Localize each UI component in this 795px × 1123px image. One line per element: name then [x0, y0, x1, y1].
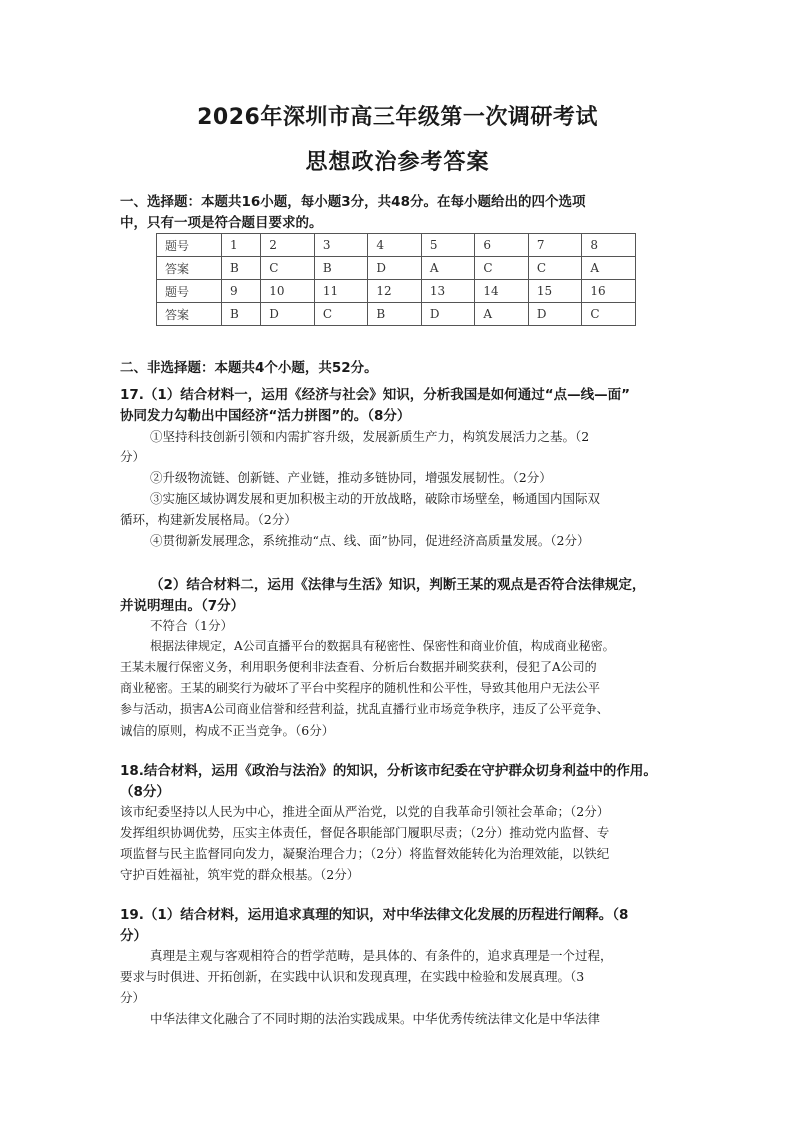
table-cell: B	[222, 257, 261, 280]
table-cell: B	[222, 303, 261, 326]
q17-2-title: （2）结合材料二，运用《法律与生活》知识，判断王某的观点是否符合法律规定，	[150, 577, 646, 593]
table-cell: 14	[475, 280, 529, 303]
q18-title-cont: （8分）	[120, 784, 170, 800]
q18-title: 18.结合材料，运用《政治与法治》的知识，分析该市纪委在守护群众切身利益中的作用。	[120, 763, 657, 779]
table-row	[157, 303, 636, 326]
q19-1-title-cont: 分）	[120, 928, 147, 944]
q19-1-paragraph-1: 真理是主观与客观相符合的哲学范畴，是具体的、有条件的，追求真理是一个过程，	[150, 948, 613, 963]
section1-heading-cont: 中，只有一项是符合题目要求的。	[120, 215, 323, 231]
q18-answer-cont: 发挥组织协调优势，压实主体责任，督促各职能部门履职尽责；（2分）推动党内监督、专	[120, 825, 610, 840]
q19-1-paragraph-1-cont: 分）	[120, 990, 146, 1005]
table-cell: A	[582, 257, 636, 280]
table-cell: 2	[261, 234, 315, 257]
q17-2-title-cont: 并说明理由。（7分）	[120, 598, 245, 614]
q17-1-title: 17.（1）结合材料一，运用《经济与社会》知识，分析我国是如何通过“点—线—面”	[120, 387, 631, 403]
table-cell: 7	[528, 234, 582, 257]
q18-answer-cont: 守护百姓福祉，筑牢党的群众根基。（2分）	[120, 867, 360, 882]
answer-table	[156, 233, 636, 326]
table-cell: 13	[421, 280, 475, 303]
table-cell: C	[582, 303, 636, 326]
table-cell: D	[261, 303, 315, 326]
q17-1-point-3-cont: 循环，构建新发展格局。（2分）	[120, 512, 297, 527]
table-cell: 答案	[157, 257, 222, 280]
q19-1-paragraph-1-cont: 要求与时俱进、开拓创新，在实践中认识和发现真理，在实践中检验和发展真理。（3	[120, 969, 585, 984]
table-cell: 6	[475, 234, 529, 257]
table-row	[157, 280, 636, 303]
exam-title: 2026年深圳市高三年级第一次调研考试	[197, 105, 598, 130]
table-cell: C	[261, 257, 315, 280]
table-cell: 答案	[157, 303, 222, 326]
q17-1-point-1: ①坚持科技创新引领和内需扩容升级，发展新质生产力，构筑发展活力之基。（2	[150, 429, 590, 444]
table-cell: B	[368, 303, 422, 326]
table-cell: A	[421, 257, 475, 280]
section1-heading: 一、选择题：本题共16小题，每小题3分，共48分。在每小题给出的四个选项	[120, 194, 586, 210]
table-cell: 4	[368, 234, 422, 257]
table-cell: 3	[314, 234, 368, 257]
table-cell: 16	[582, 280, 636, 303]
q19-1-paragraph-2: 中华法律文化融合了不同时期的法治实践成果。中华优秀传统法律文化是中华法律	[150, 1011, 601, 1026]
table-cell: 12	[368, 280, 422, 303]
q17-1-point-3: ③实施区域协调发展和更加积极主动的开放战略，破除市场壁垒，畅通国内国际双	[150, 491, 601, 506]
section2-heading: 二、非选择题：本题共4个小题，共52分。	[120, 360, 378, 376]
table-cell: 15	[528, 280, 582, 303]
table-cell: C	[314, 303, 368, 326]
table-cell: D	[421, 303, 475, 326]
q17-2-reason-cont: 诚信的原则，构成不正当竞争。（6分）	[120, 723, 335, 738]
table-cell: D	[528, 303, 582, 326]
table-row	[157, 234, 636, 257]
table-row	[157, 257, 636, 280]
table-cell: 5	[421, 234, 475, 257]
table-cell: B	[314, 257, 368, 280]
table-cell: 题号	[157, 280, 222, 303]
table-cell: 11	[314, 280, 368, 303]
table-cell: 1	[222, 234, 261, 257]
table-cell: D	[368, 257, 422, 280]
table-cell: A	[475, 303, 529, 326]
table-cell: 题号	[157, 234, 222, 257]
q18-answer: 该市纪委坚持以人民为中心，推进全面从严治党，以党的自我革命引领社会革命；（2分）	[120, 804, 610, 819]
q17-1-point-4: ④贯彻新发展理念，系统推动“点、线、面”协同，促进经济高质量发展。（2分）	[150, 533, 590, 548]
q17-2-reason: 根据法律规定，A公司直播平台的数据具有秘密性、保密性和商业价值，构成商业秘密。	[150, 639, 615, 653]
q17-1-point-2: ②升级物流链、创新链、产业链，推动多链协同，增强发展韧性。（2分）	[150, 470, 552, 485]
table-cell: 8	[582, 234, 636, 257]
q17-2-reason-cont: 商业秘密。王某的刷奖行为破坏了平台中奖程序的随机性和公平性，导致其他用户无法公平	[120, 681, 601, 695]
table-cell: C	[475, 257, 529, 280]
table-cell: 10	[261, 280, 315, 303]
q17-2-reason-cont: 王某未履行保密义务，利用职务便利非法查看、分析后台数据并刷奖获利，侵犯了A公司的	[120, 660, 597, 674]
q19-1-title: 19.（1）结合材料，运用追求真理的知识，对中华法律文化发展的历程进行阐释。（8	[120, 907, 629, 923]
q17-2-verdict: 不符合（1分）	[150, 618, 233, 633]
q17-2-reason-cont: 参与活动，损害A公司商业信誉和经营利益，扰乱直播行业市场竞争秩序，违反了公平竞争、	[120, 702, 609, 716]
q18-answer-cont: 项监督与民主监督同向发力，凝聚治理合力；（2分）将监督效能转化为治理效能，以铁纪	[120, 846, 610, 861]
q17-1-title-cont: 协同发力勾勒出中国经济“活力拼图”的。（8分）	[120, 408, 411, 424]
table-cell: C	[528, 257, 582, 280]
exam-subtitle: 思想政治参考答案	[305, 150, 490, 175]
table-cell: 9	[222, 280, 261, 303]
q17-1-point-1-cont: 分）	[120, 449, 146, 464]
